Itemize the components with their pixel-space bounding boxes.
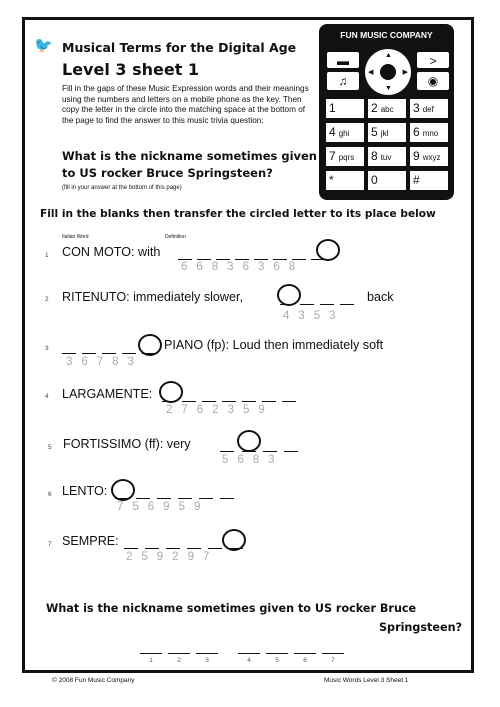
key-letters: mno xyxy=(422,129,439,138)
answer-circle[interactable] xyxy=(237,430,261,452)
footer-copyright: © 2008 Fun Music Company xyxy=(52,677,135,684)
key-9 xyxy=(410,147,448,166)
key-number: 8 xyxy=(371,149,378,163)
trivia-question: What is the nickname sometimes given to US rocker Bruce Springsteen? xyxy=(62,149,317,180)
answer-blank-4[interactable] xyxy=(238,653,260,654)
footer-sheet-label: Music Words Level 3 Sheet 1 xyxy=(324,677,409,684)
answer-circle[interactable] xyxy=(111,479,135,501)
key-letters: jkl xyxy=(380,129,389,138)
code-digits: 756959 xyxy=(117,501,210,513)
blank[interactable] xyxy=(273,259,287,260)
answer-position: 6 xyxy=(303,657,307,664)
bottom-question-line1: What is the nickname sometimes given to US rocker Bruce xyxy=(46,602,417,615)
arrow-up-icon: ▲ xyxy=(385,52,392,59)
key-number: 9 xyxy=(413,149,420,163)
blank[interactable] xyxy=(208,548,222,549)
blank[interactable] xyxy=(235,259,249,260)
blank[interactable] xyxy=(292,259,306,260)
blank[interactable] xyxy=(182,401,196,402)
key-number: 5 xyxy=(371,125,378,139)
code-digits: 5683 xyxy=(222,454,284,466)
blank[interactable] xyxy=(320,304,334,305)
key-number: 0 xyxy=(371,173,378,187)
key-number: 6 xyxy=(413,125,420,139)
term-suffix: back xyxy=(367,290,394,304)
blank[interactable] xyxy=(199,498,213,499)
key-6 xyxy=(410,123,448,142)
answer-position: 2 xyxy=(177,657,181,664)
key-letters: ghi xyxy=(338,129,350,138)
blank[interactable] xyxy=(254,259,268,260)
term-con-moto: CON MOTO: with xyxy=(62,245,161,259)
item-number: 7 xyxy=(48,541,52,548)
item-number: 5 xyxy=(48,444,52,451)
key-5 xyxy=(368,123,406,142)
term-lento: LENTO: xyxy=(62,484,108,498)
code-digits: 36783 xyxy=(66,356,143,368)
arrow-down-icon: ▼ xyxy=(385,85,392,92)
key-number: 2 xyxy=(371,101,378,115)
blank[interactable] xyxy=(166,548,180,549)
mobile-phone-keypad xyxy=(319,24,454,200)
blank[interactable] xyxy=(124,548,138,549)
key-number: * xyxy=(329,173,334,187)
key-star xyxy=(326,171,364,190)
blank[interactable] xyxy=(102,353,116,354)
blank[interactable] xyxy=(263,451,277,452)
blank[interactable] xyxy=(216,259,230,260)
blank[interactable] xyxy=(82,353,96,354)
key-letters: wxyz xyxy=(422,153,441,162)
blank[interactable] xyxy=(136,498,150,499)
answer-circle[interactable] xyxy=(138,334,162,356)
answer-position: 7 xyxy=(331,657,335,664)
worksheet-title: Musical Terms for the Digital Age xyxy=(62,40,297,55)
key-hash xyxy=(410,171,448,190)
minus-key: ▬ xyxy=(327,52,359,68)
answer-blank-7[interactable] xyxy=(322,653,344,654)
blank[interactable] xyxy=(62,353,76,354)
item-number: 1 xyxy=(45,252,49,259)
blank[interactable] xyxy=(122,353,136,354)
blank[interactable] xyxy=(220,451,234,452)
answer-circle[interactable] xyxy=(316,239,340,261)
answer-position: 3 xyxy=(205,657,209,664)
answer-position: 4 xyxy=(247,657,251,664)
key-letters: def xyxy=(422,105,434,114)
blank[interactable] xyxy=(220,498,234,499)
answer-position: 5 xyxy=(275,657,279,664)
term-ritenuto: RITENUTO: immediately slower, xyxy=(62,290,244,304)
answer-circle[interactable] xyxy=(159,381,183,403)
instructions-text: Fill in the gaps of these Music Expression words and their meanings using the numbers and letters on a mobile phone as the key. Then copy the letter in the circle into the matching space at the bottom of the page to find the answer to this music trivia question: xyxy=(62,84,309,125)
answer-circle[interactable] xyxy=(222,529,246,551)
arrow-right-icon: ▶ xyxy=(402,69,408,76)
blank[interactable] xyxy=(262,401,276,402)
term-sempre: SEMPRE: xyxy=(62,534,119,548)
level-label: Level 3 sheet 1 xyxy=(62,60,200,79)
blank[interactable] xyxy=(202,401,216,402)
music-note-icon: ♫ xyxy=(327,72,359,90)
term-fortissimo: FORTISSIMO (ff): very xyxy=(63,437,191,451)
column-header-definition: Definition xyxy=(165,234,186,240)
blank[interactable] xyxy=(197,259,211,260)
item-number: 4 xyxy=(45,393,49,400)
arrow-left-icon: ◀ xyxy=(368,69,374,76)
answer-blank-1[interactable] xyxy=(140,653,162,654)
key-2 xyxy=(368,99,406,118)
key-number: 1 xyxy=(329,101,336,115)
answer-blank-5[interactable] xyxy=(266,653,288,654)
blank[interactable] xyxy=(242,401,256,402)
item-number: 6 xyxy=(48,491,52,498)
blank[interactable] xyxy=(282,401,296,402)
blank[interactable] xyxy=(157,498,171,499)
column-header-word: Italian Word xyxy=(62,234,89,240)
blank[interactable] xyxy=(222,401,236,402)
blank[interactable] xyxy=(145,548,159,549)
play-key: > xyxy=(417,52,449,68)
answer-blank-2[interactable] xyxy=(168,653,190,654)
code-digits: 4353 xyxy=(283,310,345,322)
blank[interactable] xyxy=(178,259,192,260)
eye-icon: ◉ xyxy=(417,72,449,90)
bottom-question-line2: Springsteen? xyxy=(379,621,463,634)
term-fortepiano: PIANO (fp): Loud then immediately soft xyxy=(164,338,384,352)
item-number: 3 xyxy=(45,345,49,352)
answer-circle[interactable] xyxy=(277,284,301,306)
fill-note: (fill in your answer at the bottom of this page) xyxy=(62,185,182,191)
blank[interactable] xyxy=(187,548,201,549)
key-number: 3 xyxy=(413,101,420,115)
term-largamente: LARGAMENTE: xyxy=(62,387,153,401)
navigation-pad xyxy=(365,49,411,95)
bird-icon: 🐦 xyxy=(34,37,53,54)
blank[interactable] xyxy=(284,451,298,452)
instructions-heading: Fill in the blanks then transfer the circled letter to its place below xyxy=(40,208,436,220)
key-4 xyxy=(326,123,364,142)
answer-blank-6[interactable] xyxy=(294,653,316,654)
key-7 xyxy=(326,147,364,166)
key-letters: pqrs xyxy=(338,153,355,162)
key-number: # xyxy=(413,173,420,187)
answer-position: 1 xyxy=(149,657,153,664)
code-digits: 66836368 xyxy=(181,261,305,273)
answer-blank-3[interactable] xyxy=(196,653,218,654)
code-digits: 2762359 xyxy=(166,404,274,416)
key-0 xyxy=(368,171,406,190)
blank[interactable] xyxy=(300,304,314,305)
key-number: 4 xyxy=(329,125,336,139)
center-button xyxy=(380,64,396,80)
phone-company-label: FUN MUSIC COMPANY xyxy=(340,30,433,40)
key-8 xyxy=(368,147,406,166)
key-letters: tuv xyxy=(380,153,392,162)
blank[interactable] xyxy=(178,498,192,499)
key-number: 7 xyxy=(329,149,336,163)
item-number: 2 xyxy=(45,296,49,303)
blank[interactable] xyxy=(340,304,354,305)
key-1 xyxy=(326,99,364,118)
key-3 xyxy=(410,99,448,118)
code-digits: 259297 xyxy=(126,551,219,563)
key-letters: abc xyxy=(380,105,394,114)
